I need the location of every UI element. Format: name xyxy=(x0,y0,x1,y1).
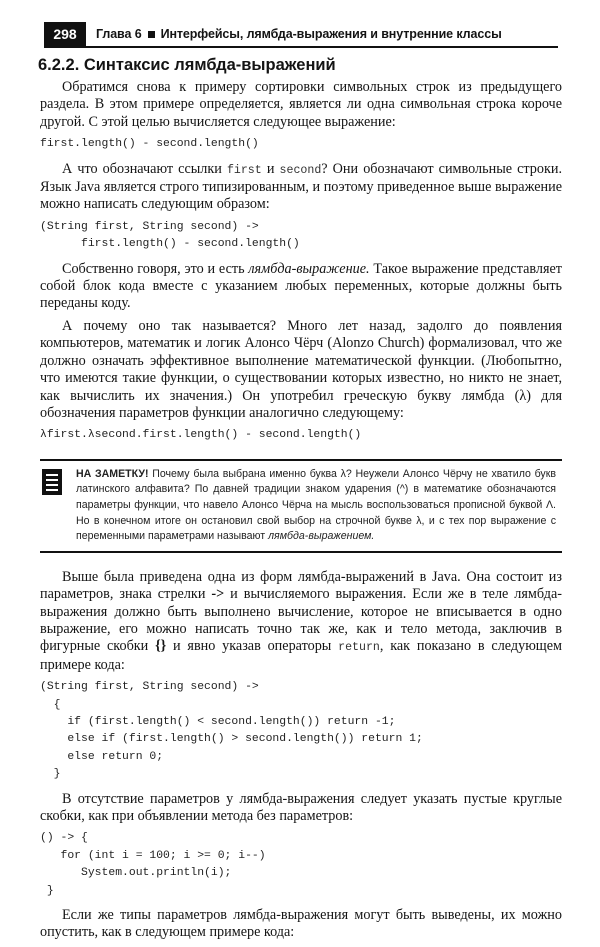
code-line: (String first, String second) -> xyxy=(40,220,259,233)
text-span: Почему была выбрана именно буква λ? Неужели Алонсо Чёрчу не хватило букв латинского алфавита? По давней традиции знаком ударения (^) в математике обозначаются параметры функции, что навело Алонсо Чёрча на мысль воспользоваться прописной буквой Λ. Но в конечном итоге он остановил свой выбор на строчной букве λ, и с тех пор выражение с переменными параметрами называют xyxy=(76,467,556,543)
running-head xyxy=(96,26,502,42)
chapter-title: Интерфейсы, лямбда-выражения и внутренние классы xyxy=(160,27,502,41)
paragraph-1: Обратимся снова к примеру сортировки символьных строк из предыдущего раздела. В этом примере определяется, является ли одна символьная строка короче другой. С этой целью вычисляется следующее выражение: xyxy=(40,79,562,130)
inline-code: return xyxy=(338,641,380,655)
code-line: System.out.println(i); xyxy=(40,867,232,880)
page-number: 298 xyxy=(44,22,86,46)
header-rule xyxy=(44,46,558,48)
paragraph-4: А почему оно так называется? Много лет назад, задолго до появления компьютеров, математик и логик Алонсо Чёрч (Alonzo Church) формализовал, что же должно означать эффективное выполнение математической функции. (Любопытно, что имеются такие функции, о существовании которых известно, но никто не знает, как вычислить их значения.) Он употребил греческую букву лямбда (λ) для обозначения параметров функции аналогично следующему: xyxy=(40,317,562,421)
text-span: А что обозначают ссылки xyxy=(62,160,227,177)
code-block-3 xyxy=(40,427,562,444)
section-title: 6.2.2. Синтаксис лямбда-выражений xyxy=(38,56,336,74)
code-line: first.length() - second.length() xyxy=(40,238,300,251)
code-line: } xyxy=(40,768,61,781)
paragraph-5 xyxy=(40,569,562,674)
text-span: ? Они обозначают символьные строки. Язык Java является строго типизированным, и поэтому приведенное выше выражение можно написать следующим образом: xyxy=(40,160,563,213)
emphasis: лямбда-выражением. xyxy=(268,530,375,543)
note-icon xyxy=(42,469,62,495)
note-text xyxy=(76,467,556,545)
text-span: Такое выражение представляет собой блок кода вместе с указанием любых переменных, которые должны быть переданы коду. xyxy=(40,260,562,312)
paragraph-7: Если же типы параметров лямбда-выражения могут быть выведены, их можно опустить, как в следующем примере кода: xyxy=(40,907,562,941)
code-line: } xyxy=(40,884,54,897)
code-line: else if (first.length() > second.length()) return 1; xyxy=(40,733,423,746)
inline-code: second xyxy=(279,163,322,177)
page-header xyxy=(44,22,558,46)
emphasis: лямбда-выражение. xyxy=(248,260,370,277)
text-span: и xyxy=(261,160,280,177)
code-line: for (int i = 100; i >= 0; i--) xyxy=(40,849,266,862)
code-line: { xyxy=(40,698,61,711)
code-line: () -> { xyxy=(40,832,88,845)
note-label: НА ЗАМЕТКУ! xyxy=(76,467,149,480)
paragraph-2 xyxy=(40,161,562,214)
text-span: Собственно говоря, это и есть xyxy=(62,260,249,277)
code-line: first.length() - second.length() xyxy=(40,138,259,151)
braces-token: {} xyxy=(155,638,167,655)
code-block-5 xyxy=(40,830,562,900)
page-body xyxy=(40,54,562,947)
code-block-4 xyxy=(40,679,562,783)
text-span: Выше была приведена одна из форм лямбда-выражений в Java. Она состоит из параметров, знака стрелки xyxy=(40,568,562,603)
note-box xyxy=(40,459,562,553)
code-line: (String first, String second) -> xyxy=(40,681,259,694)
text-span: и вычисляемого выражения. Если же в теле лямбда-выражения должно быть выполнено вычисление, которое не вписывается в одно выражение, его можно написать точно так же, как и тело метода, заключив в фигурные скобки xyxy=(40,586,562,655)
separator-square-icon xyxy=(148,31,155,38)
code-line: λfirst.λsecond.first.length() - second.length() xyxy=(40,429,362,442)
inline-code: first xyxy=(226,163,262,177)
code-block-1 xyxy=(40,136,562,153)
paragraph-6: В отсутствие параметров у лямбда-выражения следует указать пустые круглые скобки, как при объявлении метода без параметров: xyxy=(40,790,562,824)
chapter-label: Глава 6 xyxy=(96,27,142,41)
paragraph-3 xyxy=(40,261,562,313)
text-span: и явно указав операторы xyxy=(166,638,339,655)
arrow-token: -> xyxy=(211,586,225,603)
text-span: , как показано в следующем примере кода: xyxy=(40,638,562,673)
code-line: if (first.length() < second.length()) return -1; xyxy=(40,715,396,728)
code-block-2 xyxy=(40,219,562,254)
code-line: else return 0; xyxy=(40,750,164,763)
